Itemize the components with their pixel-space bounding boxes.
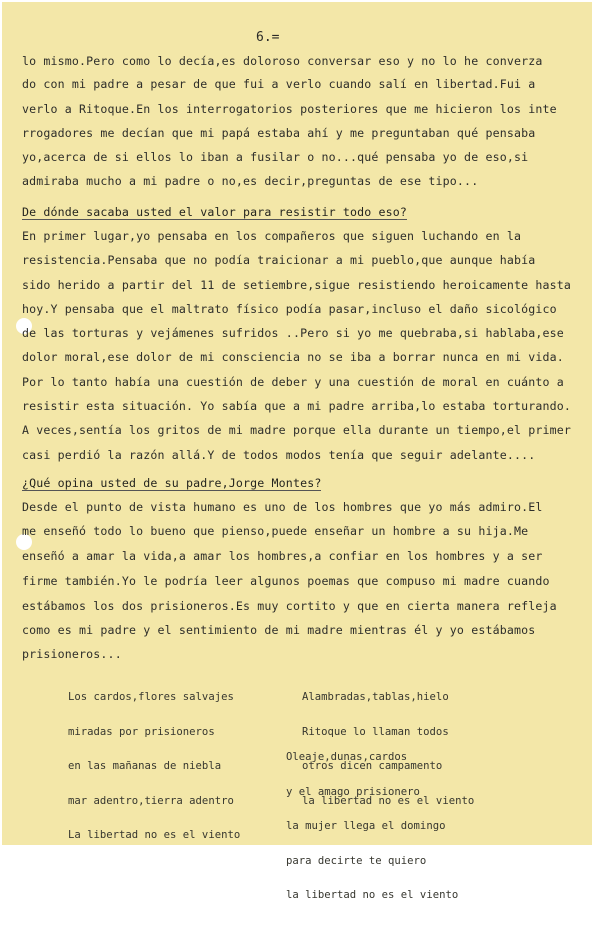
text-line: resistir esta situación. Yo sabía que a mi padre arriba,lo estaba torturando. [22,399,572,413]
text-line: verlo a Ritoque.En los interrogatorios posteriores que me hicieron los inte [22,102,557,116]
poem-line: para decirte te quiero [286,854,427,867]
text-line: lo mismo.Pero como lo decía,es doloroso conversar eso y no lo he converza [22,54,543,68]
text-line: estábamos los dos prisioneros.Es muy cortito y que en cierta manera refleja [22,599,557,613]
page-number: 6.= [256,30,280,45]
text-line: como es mi padre y el sentimiento de mi madre mientras él y yo estábamos [22,623,536,637]
text-line: A veces,sentía los gritos de mi madre porque ella durante un tiempo,el primer [22,423,572,437]
poem-line: Alambradas,tablas,hielo [302,691,449,703]
poem-line: Los cardos,flores salvajes [68,691,234,703]
text-line: yo,acerca de si ellos lo iban a fusilar o no...qué pensaba yo de eso,si [22,150,529,164]
text-line: prisioneros... [22,647,122,661]
poem-line: la mujer llega el domingo [286,820,446,832]
question-heading: De dónde sacaba usted el valor para resistir todo eso? [22,205,408,219]
poem-line: mar adentro,tierra adentro [68,794,234,807]
text-line: Desde el punto de vista humano es uno de los hombres que yo más admiro.El [22,500,543,514]
poem-stanza-right-2 [286,729,458,925]
poem-line: la libertad no es el viento [302,794,475,807]
poem-line: Ritoque lo llaman todos [302,725,449,738]
text-line: resistencia.Pensaba que no podía traicionar a mi pueblo,que aunque había [22,253,536,267]
text-line: firme también.Yo le podría leer algunos poemas que compuso mi madre cuando [22,574,550,588]
poem-line: en las mañanas de niebla [68,760,222,772]
poem-line: otros dicen campamento [302,760,443,772]
poem-line: la libertad no es el viento [286,889,459,901]
poem-line: Oleaje,dunas,cardos [286,751,408,763]
text-line: En primer lugar,yo pensaba en los compañeros que siguen luchando en la [22,229,522,243]
text-line: Por lo tanto había una cuestión de deber y una cuestión de moral en cuánto a [22,375,564,389]
document-page [2,2,592,901]
text-line: hoy.Y pensaba que el maltrato físico podía pasar,incluso el daño sicológico [22,302,557,316]
text-line: dolor moral,ese dolor de mi consciencia no se iba a borrar nunca en mi vida. [22,350,564,364]
text-line: sido herido a partir del 11 de setiembre,sigue resistiendo heroicamente hasta [22,278,572,292]
question-heading: ¿Qué opina usted de su padre,Jorge Montes? [22,476,322,490]
poem-line: y el amago prisionero [286,785,420,798]
text-line: casi perdió la razón allá.Y de todos modos tenía que seguir adelante.... [22,448,536,462]
poem-stanza-left [68,669,240,865]
text-line: de las torturas y vejámenes sufridos ..Pero si yo me quebraba,si hablaba,ese [22,326,564,340]
text-line: me enseñó todo lo bueno que pienso,puede enseñar un hombre a su hija.Me [22,524,529,538]
text-line: enseñó a amar la vida,a amar los hombres,a confiar en los hombres y a ser [22,549,543,563]
poem-line: La libertad no es el viento [68,829,241,841]
poem-line: miradas por prisioneros [68,725,215,738]
text-line: do con mi padre a pesar de que fui a verlo cuando salí en libertad.Fui a [22,77,536,91]
text-line: admiraba mucho a mi padre o no,es decir,preguntas de ese tipo... [22,174,479,188]
text-line: rrogadores me decían que mi papá estaba ahí y me preguntaban qué pensaba [22,126,536,140]
